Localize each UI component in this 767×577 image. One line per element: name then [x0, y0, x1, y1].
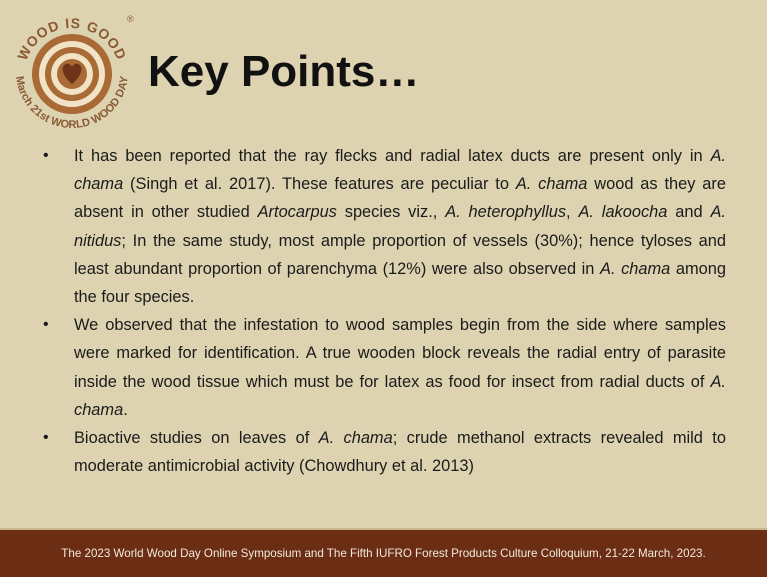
bullet-item: [36, 424, 726, 480]
bullet-item: [36, 311, 726, 424]
registered-mark: ®: [127, 14, 134, 24]
italic-species-name: A. chama: [318, 429, 393, 448]
italic-species-name: A. chama: [515, 175, 588, 194]
italic-species-name: A. nitidus: [74, 203, 726, 250]
world-wood-day-logo: [2, 2, 142, 142]
italic-species-name: A. chama: [74, 147, 726, 194]
text-run: It has been reported that the ray flecks and radial latex ducts are present only in: [74, 147, 711, 165]
bullet-text: [74, 429, 726, 475]
bullet-dot: •: [43, 316, 49, 334]
text-run: ; In the same study, most ample proportion of vessels (30%); hence tyloses and least abundant proportion of parenchyma (12%) were also observed in: [74, 231, 726, 278]
text-run: .: [123, 400, 128, 419]
text-run: and: [667, 203, 711, 222]
italic-species-name: A. lakoocha: [578, 203, 668, 222]
footer-banner: The 2023 World Wood Day Online Symposium and The Fifth IUFRO Forest Products Culture Colloquium, 21-22 March, 2023.: [0, 530, 767, 577]
italic-species-name: A. chama: [600, 259, 671, 278]
bullet-item: [36, 142, 726, 311]
text-run: ,: [566, 203, 579, 222]
slide-title: Key Points…: [148, 47, 420, 96]
text-run: We observed that the infestation to wood samples begin from the side where samples were marked for identification. A true wooden block reveals the radial entry of parasite inside the wood tissue which must be for latex as food for insect from radial ducts of: [74, 316, 726, 391]
text-run: among the four species.: [74, 259, 726, 307]
text-run: (Singh et al. 2017). These features are peculiar to: [123, 175, 516, 194]
logo-text-bottom: March 21st WORLD WOOD DAY: [13, 75, 131, 132]
bullet-text: [74, 147, 726, 306]
bullet-dot: •: [43, 147, 49, 164]
italic-species-name: A. heterophyllus: [445, 203, 567, 222]
text-run: ; crude methanol extracts revealed mild to moderate antimicrobial activity (Chowdhury et al. 2013): [74, 429, 726, 476]
bullet-dot: •: [43, 429, 49, 447]
italic-species-name: A. chama: [74, 372, 726, 419]
key-points-list: [36, 142, 726, 480]
bullet-text: [74, 316, 726, 419]
text-run: species viz.,: [336, 203, 446, 222]
text-run: Bioactive studies on leaves of: [74, 429, 319, 448]
text-run: wood as they are absent in other studied: [74, 175, 726, 222]
italic-species-name: Artocarpus: [257, 203, 337, 222]
logo-text-top: WOOD IS GOOD: [14, 14, 130, 63]
